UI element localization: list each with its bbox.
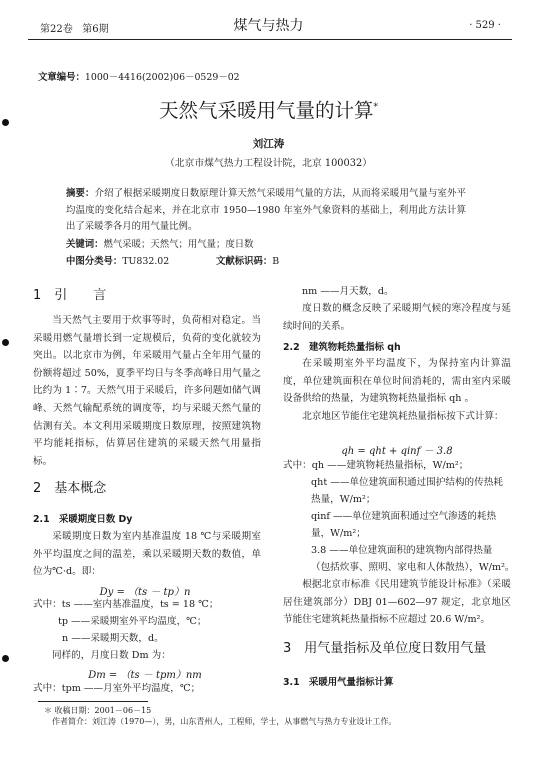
article-number-value: 1000－4416(2002)06－0529－02: [84, 72, 240, 83]
definition-tp: tp ——采暖期室外平均温度，℃；: [58, 616, 207, 627]
definition-3-8-line2: （包括炊事、照明、家电和人体散热），W/m²。: [311, 562, 515, 573]
definition-n: n ——采暖期天数，d。: [62, 633, 164, 644]
title-footnote-mark: *: [373, 102, 378, 113]
subsection-2-1-paragraph: 采暖期度日数为室内基准温度 18 ℃与采暖期室外平均温度之间的温差，乘以采暖期天数的数值，单位为℃·d。即：: [33, 531, 261, 578]
section-1-paragraph: 当天然气主要用于炊事等时，负荷相对稳定。当采暖用燃气量增长到一定规模后，负荷的变化就较为突出。以北京市为例，年采暖用气量占全年用气量的份额将超过 50%，夏季平均日与冬季高峰日用气量之比约为 1∶7。天然气用于采暖后，许多问题如储气调峰、天然气输配系统的调度等，均与采暖天然气量的估测有关。本文利用采暖期度日数原理，按照建筑物平均能耗指标，估算居住建筑的采暖天然气用量指标。: [33, 315, 261, 467]
beijing-standard-paragraph: 根据北京市标准《民用建筑节能设计标准》（采暖居住建筑部分）DBJ 01—602—97 规定，北京地区节能住宅建筑耗热量指标不应超过 20.6 W/m²。: [283, 579, 511, 626]
keywords: [66, 236, 254, 250]
equation-monthly-degree-days: Dm = （ts － tpm）nm: [88, 670, 202, 681]
heat-index-definition-paragraph: 在采暖期室外平均温度下，为保持室内计算温度，单位建筑面积在单位时间消耗的，需由室内采暖设备供给的热量，为建筑物耗热量指标 qh 。: [283, 358, 511, 405]
author-biography: 作者简介：刘江涛（1970—），男，山东青州人，工程师，学士，从事燃气与热力专业设计工作。: [52, 717, 397, 726]
keywords-text: 燃气采暖；天然气；用气量；度日数: [103, 239, 254, 250]
definition-qht-line2: 热量，W/m²；: [311, 494, 376, 505]
author-affiliation: （北京市煤气热力工程设计院，北京 100032）: [164, 158, 373, 169]
abstract-label: 摘要：: [66, 188, 95, 199]
definition-nm: nm ——月天数，d。: [302, 286, 394, 297]
clc-label: 中图分类号：: [66, 256, 123, 267]
section-1-title: 1 引 言: [33, 288, 107, 303]
document-code-label: 文献标识码：: [216, 256, 273, 267]
document-code-value: B: [272, 256, 280, 267]
equation-heat-index: qh = qht + qinf － 3.8: [341, 446, 453, 457]
definition-qinf-line2: 量，W/m²；: [311, 528, 366, 539]
subsection-3-1-title: 3.1 采暖用气量指标计算: [283, 677, 394, 688]
heat-index-formula-intro: 北京地区节能住宅建筑耗热量指标按下式计算：: [302, 411, 504, 422]
degree-days-meaning-paragraph: 度日数的概念反映了采暖期气候的寒冷程度与延续时间的关系。: [283, 303, 511, 332]
punch-hole-middle: [2, 339, 9, 346]
received-date: ＊ 收稿日期：2001－06－15: [44, 706, 152, 715]
subsection-2-1-title: 2.1 采暖期度日数 Dy: [33, 514, 133, 525]
where-tpm: 式中：tpm ——月室外平均温度，℃；: [33, 683, 201, 694]
where-qh: 式中：qh ——建筑物耗热量指标，W/m²；: [283, 460, 469, 471]
monthly-degree-days-intro: 同样的，月度日数 Dm 为：: [52, 650, 171, 661]
issue-label: 第6期: [82, 24, 109, 35]
section-2-title: 2 基本概念: [33, 481, 107, 496]
punch-hole-bottom: [2, 655, 9, 662]
clc-number: [66, 253, 169, 267]
subsection-2-2-title: 2.2 建筑物耗热量指标 qh: [283, 342, 401, 353]
section-3-title: 3 用气量指标及单位度日数用气量: [283, 641, 487, 656]
header-rule: [28, 39, 512, 40]
journal-name: 煤气与热力: [233, 18, 304, 34]
keywords-label: 关键词：: [66, 239, 104, 250]
clc-value: TU832.02: [122, 256, 170, 267]
author-name: 刘江涛: [252, 138, 285, 150]
volume-label: 第22卷: [40, 24, 73, 35]
article-number-label: 文章编号：: [38, 72, 85, 83]
article-number: [38, 69, 240, 83]
where-ts: 式中：ts ——室内基准温度，ts = 18 ℃；: [33, 599, 219, 610]
page-number: · 529 ·: [469, 20, 501, 31]
definition-qinf-line1: qinf ——单位建筑面积通过空气渗透的耗热: [311, 511, 497, 522]
abstract-text: 介绍了根据采暖期度日数原理计算天然气采暖用气量的方法，从而将采暖用气量与室外平均温度的变化结合起来，并在北京市 1950—1980 年室外气象资料的基础上，利用此方法计算出了采暖季各月的用气量比例。: [66, 188, 466, 233]
paper-title-wrap: [0, 95, 537, 123]
footnote-rule: [38, 701, 148, 702]
document-code: [216, 253, 279, 267]
abstract: [66, 186, 466, 236]
definition-3-8-line1: 3.8 ——单位建筑面积的建筑物内部得热量: [311, 545, 493, 556]
definition-qht-line1: qht ——单位建筑面积通过围护结构的传热耗: [311, 477, 503, 488]
equation-annual-degree-days: Dy = （ts － tp）n: [99, 587, 191, 598]
paper-title: 天然气采暖用气量的计算: [158, 99, 374, 122]
